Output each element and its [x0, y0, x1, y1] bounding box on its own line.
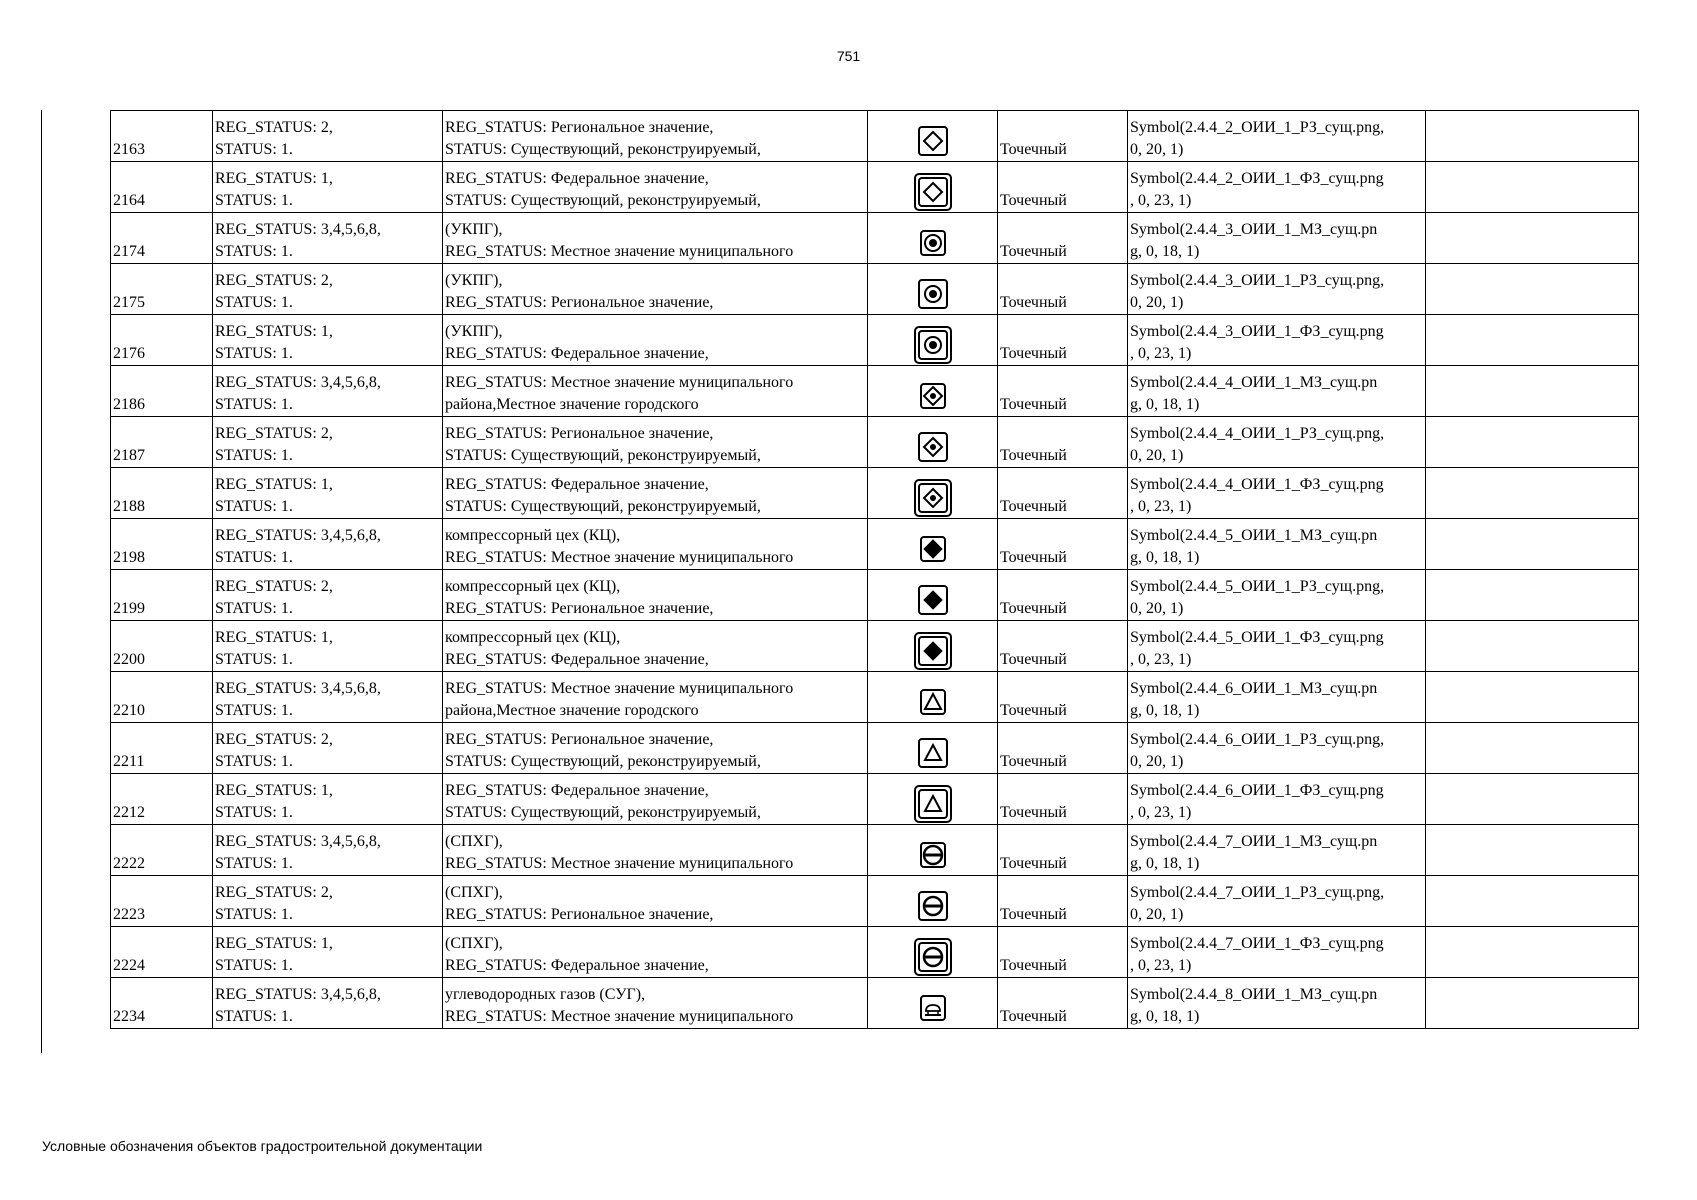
cell-id: 2187: [111, 417, 213, 468]
triangle-symbol-icon: [913, 733, 953, 773]
cell-condition: [213, 366, 443, 417]
diamond-dot-symbol-icon: [913, 376, 953, 416]
function-line-2: , 0, 23, 1): [1130, 498, 1192, 515]
cell-symbol: [868, 774, 998, 825]
cell-id: 2200: [111, 621, 213, 672]
condition-line-1: REG_STATUS: 1,: [215, 476, 333, 493]
cell-id: 2210: [111, 672, 213, 723]
description-line-2: района,Местное значение городского: [445, 702, 699, 719]
description-line-1: углеводородных газов (СУГ),: [445, 986, 646, 1003]
description-line-2: STATUS: Существующий, реконструируемый,: [445, 192, 761, 209]
cell-symbol: [868, 876, 998, 927]
condition-line-1: REG_STATUS: 1,: [215, 170, 333, 187]
cell-condition: [213, 570, 443, 621]
condition-line-2: STATUS: 1.: [215, 957, 293, 974]
cell-symbol-function: [1128, 825, 1426, 876]
function-line-1: Symbol(2.4.4_4_ОИИ_1_РЗ_сущ.png,: [1130, 425, 1385, 442]
gas-tank-symbol-icon: [913, 988, 953, 1028]
cell-condition: [213, 621, 443, 672]
cell-description: [443, 111, 868, 162]
function-line-1: Symbol(2.4.4_4_ОИИ_1_МЗ_сущ.pn: [1130, 374, 1378, 391]
function-line-1: Symbol(2.4.4_7_ОИИ_1_ФЗ_сущ.png: [1130, 935, 1384, 952]
symbol-table: [110, 110, 1639, 1029]
table-row: [111, 570, 1639, 621]
description-line-1: (СПХГ),: [445, 935, 503, 952]
cell-geometry-type: Точечный: [998, 570, 1128, 621]
cell-symbol: [868, 825, 998, 876]
cell-condition: [213, 162, 443, 213]
condition-line-2: STATUS: 1.: [215, 192, 293, 209]
table-row: [111, 111, 1639, 162]
cell-id: 2224: [111, 927, 213, 978]
cell-geometry-type: Точечный: [998, 825, 1128, 876]
description-line-1: REG_STATUS: Региональное значение,: [445, 425, 714, 442]
cell-id: 2176: [111, 315, 213, 366]
cell-id: 2223: [111, 876, 213, 927]
function-line-2: , 0, 23, 1): [1130, 957, 1192, 974]
cell-empty: [1426, 978, 1639, 1029]
function-line-2: , 0, 23, 1): [1130, 804, 1192, 821]
table-row: [111, 825, 1639, 876]
cell-empty: [1426, 774, 1639, 825]
condition-line-1: REG_STATUS: 3,4,5,6,8,: [215, 221, 381, 238]
function-line-1: Symbol(2.4.4_5_ОИИ_1_РЗ_сущ.png,: [1130, 578, 1385, 595]
description-line-1: REG_STATUS: Федеральное значение,: [445, 782, 709, 799]
cell-geometry-type: Точечный: [998, 315, 1128, 366]
cell-description: [443, 366, 868, 417]
function-line-2: g, 0, 18, 1): [1130, 243, 1200, 260]
cell-id: 2211: [111, 723, 213, 774]
description-line-2: REG_STATUS: Местное значение муниципального: [445, 1008, 794, 1025]
description-line-1: компрессорный цех (КЦ),: [445, 527, 621, 544]
function-line-1: Symbol(2.4.4_6_ОИИ_1_РЗ_сущ.png,: [1130, 731, 1385, 748]
cell-description: [443, 315, 868, 366]
description-line-1: REG_STATUS: Местное значение муниципального: [445, 374, 794, 391]
cell-empty: [1426, 621, 1639, 672]
function-line-1: Symbol(2.4.4_7_ОИИ_1_РЗ_сущ.png,: [1130, 884, 1385, 901]
condition-line-1: REG_STATUS: 1,: [215, 629, 333, 646]
cell-symbol-function: [1128, 417, 1426, 468]
cell-symbol-function: [1128, 876, 1426, 927]
function-line-2: 0, 20, 1): [1130, 294, 1184, 311]
cell-empty: [1426, 723, 1639, 774]
cell-symbol: [868, 264, 998, 315]
description-line-1: компрессорный цех (КЦ),: [445, 578, 621, 595]
circle-bar-symbol-icon: [913, 835, 953, 875]
diamond-filled-symbol-icon: [913, 580, 953, 620]
cell-id: 2188: [111, 468, 213, 519]
cell-id: 2174: [111, 213, 213, 264]
cell-empty: [1426, 927, 1639, 978]
description-line-1: REG_STATUS: Федеральное значение,: [445, 476, 709, 493]
table-row: [111, 978, 1639, 1029]
cell-symbol: [868, 162, 998, 213]
cell-empty: [1426, 417, 1639, 468]
cell-description: [443, 723, 868, 774]
description-line-1: (УКПГ),: [445, 221, 503, 238]
function-line-2: 0, 20, 1): [1130, 600, 1184, 617]
description-line-2: STATUS: Существующий, реконструируемый,: [445, 498, 761, 515]
table-body: [111, 111, 1639, 1029]
cell-description: [443, 876, 868, 927]
function-line-1: Symbol(2.4.4_6_ОИИ_1_МЗ_сущ.pn: [1130, 680, 1378, 697]
description-line-1: (УКПГ),: [445, 323, 503, 340]
cell-geometry-type: Точечный: [998, 213, 1128, 264]
condition-line-2: STATUS: 1.: [215, 549, 293, 566]
table-row: [111, 774, 1639, 825]
cell-description: [443, 774, 868, 825]
cell-id: 2234: [111, 978, 213, 1029]
cell-symbol: [868, 468, 998, 519]
cell-symbol-function: [1128, 468, 1426, 519]
function-line-2: , 0, 23, 1): [1130, 651, 1192, 668]
function-line-1: Symbol(2.4.4_3_ОИИ_1_РЗ_сущ.png,: [1130, 272, 1385, 289]
cell-empty: [1426, 825, 1639, 876]
condition-line-2: STATUS: 1.: [215, 702, 293, 719]
table-row: [111, 621, 1639, 672]
table-row: [111, 927, 1639, 978]
function-line-2: g, 0, 18, 1): [1130, 549, 1200, 566]
cell-symbol-function: [1128, 570, 1426, 621]
cell-symbol: [868, 927, 998, 978]
table-row: [111, 672, 1639, 723]
cell-symbol: [868, 672, 998, 723]
description-line-2: района,Местное значение городского: [445, 396, 699, 413]
cell-description: [443, 927, 868, 978]
condition-line-1: REG_STATUS: 3,4,5,6,8,: [215, 527, 381, 544]
condition-line-2: STATUS: 1.: [215, 447, 293, 464]
cell-description: [443, 519, 868, 570]
cell-symbol-function: [1128, 621, 1426, 672]
table-row: [111, 876, 1639, 927]
function-line-2: g, 0, 18, 1): [1130, 855, 1200, 872]
description-line-1: REG_STATUS: Местное значение муниципального: [445, 680, 794, 697]
function-line-1: Symbol(2.4.4_3_ОИИ_1_ФЗ_сущ.png: [1130, 323, 1384, 340]
diamond-dot-symbol-icon: [913, 478, 953, 518]
table-row: [111, 417, 1639, 468]
cell-symbol: [868, 519, 998, 570]
cell-symbol-function: [1128, 315, 1426, 366]
condition-line-1: REG_STATUS: 3,4,5,6,8,: [215, 833, 381, 850]
table-row: [111, 162, 1639, 213]
cell-condition: [213, 315, 443, 366]
table-row: [111, 723, 1639, 774]
cell-id: 2198: [111, 519, 213, 570]
cell-condition: [213, 876, 443, 927]
condition-line-1: REG_STATUS: 2,: [215, 119, 333, 136]
description-line-1: REG_STATUS: Федеральное значение,: [445, 170, 709, 187]
description-line-1: (СПХГ),: [445, 884, 503, 901]
condition-line-1: REG_STATUS: 1,: [215, 782, 333, 799]
cell-empty: [1426, 570, 1639, 621]
cell-empty: [1426, 672, 1639, 723]
condition-line-1: REG_STATUS: 2,: [215, 425, 333, 442]
function-line-1: Symbol(2.4.4_6_ОИИ_1_ФЗ_сущ.png: [1130, 782, 1384, 799]
function-line-2: 0, 20, 1): [1130, 753, 1184, 770]
cell-description: [443, 570, 868, 621]
function-line-1: Symbol(2.4.4_5_ОИИ_1_МЗ_сущ.pn: [1130, 527, 1378, 544]
circle-bar-symbol-icon: [913, 937, 953, 977]
cell-empty: [1426, 111, 1639, 162]
condition-line-1: REG_STATUS: 2,: [215, 578, 333, 595]
condition-line-2: STATUS: 1.: [215, 804, 293, 821]
condition-line-2: STATUS: 1.: [215, 753, 293, 770]
circle-bar-symbol-icon: [913, 886, 953, 926]
cell-empty: [1426, 315, 1639, 366]
cell-empty: [1426, 519, 1639, 570]
cell-symbol-function: [1128, 366, 1426, 417]
cell-symbol: [868, 723, 998, 774]
function-line-1: Symbol(2.4.4_7_ОИИ_1_МЗ_сущ.pn: [1130, 833, 1378, 850]
cell-condition: [213, 825, 443, 876]
cell-condition: [213, 774, 443, 825]
cell-symbol-function: [1128, 519, 1426, 570]
cell-condition: [213, 213, 443, 264]
condition-line-2: STATUS: 1.: [215, 294, 293, 311]
cell-geometry-type: Точечный: [998, 978, 1128, 1029]
cell-condition: [213, 723, 443, 774]
diamond-filled-symbol-icon: [913, 529, 953, 569]
diamond-dot-symbol-icon: [913, 427, 953, 467]
function-line-1: Symbol(2.4.4_8_ОИИ_1_МЗ_сущ.pn: [1130, 986, 1378, 1003]
cell-geometry-type: Точечный: [998, 264, 1128, 315]
function-line-2: , 0, 23, 1): [1130, 192, 1192, 209]
condition-line-1: REG_STATUS: 2,: [215, 272, 333, 289]
cell-condition: [213, 417, 443, 468]
cell-symbol: [868, 978, 998, 1029]
cell-geometry-type: Точечный: [998, 723, 1128, 774]
description-line-1: компрессорный цех (КЦ),: [445, 629, 621, 646]
function-line-2: g, 0, 18, 1): [1130, 702, 1200, 719]
cell-id: 2175: [111, 264, 213, 315]
cell-id: 2163: [111, 111, 213, 162]
function-line-1: Symbol(2.4.4_2_ОИИ_1_ФЗ_сущ.png: [1130, 170, 1384, 187]
cell-id: 2186: [111, 366, 213, 417]
condition-line-2: STATUS: 1.: [215, 600, 293, 617]
cell-id: 2164: [111, 162, 213, 213]
diamond-outline-symbol-icon: [913, 172, 953, 212]
cell-geometry-type: Точечный: [998, 468, 1128, 519]
condition-line-2: STATUS: 1.: [215, 141, 293, 158]
cell-geometry-type: Точечный: [998, 519, 1128, 570]
cell-symbol-function: [1128, 723, 1426, 774]
cell-symbol-function: [1128, 927, 1426, 978]
description-line-2: REG_STATUS: Местное значение муниципального: [445, 243, 794, 260]
cell-symbol: [868, 570, 998, 621]
table-row: [111, 519, 1639, 570]
function-line-1: Symbol(2.4.4_3_ОИИ_1_МЗ_сущ.pn: [1130, 221, 1378, 238]
diamond-filled-symbol-icon: [913, 631, 953, 671]
condition-line-2: STATUS: 1.: [215, 345, 293, 362]
description-line-2: REG_STATUS: Региональное значение,: [445, 600, 714, 617]
cell-condition: [213, 672, 443, 723]
cell-symbol: [868, 417, 998, 468]
description-line-1: (УКПГ),: [445, 272, 503, 289]
circle-dot-symbol-icon: [913, 274, 953, 314]
cell-description: [443, 672, 868, 723]
cell-symbol: [868, 213, 998, 264]
description-line-1: REG_STATUS: Региональное значение,: [445, 119, 714, 136]
cell-description: [443, 825, 868, 876]
condition-line-2: STATUS: 1.: [215, 651, 293, 668]
cell-symbol-function: [1128, 264, 1426, 315]
cell-geometry-type: Точечный: [998, 876, 1128, 927]
function-line-2: 0, 20, 1): [1130, 906, 1184, 923]
description-line-1: (СПХГ),: [445, 833, 503, 850]
cell-geometry-type: Точечный: [998, 774, 1128, 825]
page-number: 751: [836, 48, 861, 64]
condition-line-2: STATUS: 1.: [215, 396, 293, 413]
margin-line: [41, 110, 42, 1053]
cell-description: [443, 417, 868, 468]
function-line-2: 0, 20, 1): [1130, 141, 1184, 158]
table-row: [111, 264, 1639, 315]
table-row: [111, 366, 1639, 417]
description-line-2: STATUS: Существующий, реконструируемый,: [445, 447, 761, 464]
description-line-2: REG_STATUS: Местное значение муниципального: [445, 855, 794, 872]
cell-symbol-function: [1128, 774, 1426, 825]
cell-description: [443, 162, 868, 213]
diamond-outline-symbol-icon: [913, 121, 953, 161]
function-line-1: Symbol(2.4.4_2_ОИИ_1_РЗ_сущ.png,: [1130, 119, 1385, 136]
condition-line-2: STATUS: 1.: [215, 906, 293, 923]
footer-caption: Условные обозначения объектов градостроительной документации: [42, 1138, 483, 1154]
cell-condition: [213, 927, 443, 978]
cell-id: 2222: [111, 825, 213, 876]
cell-condition: [213, 468, 443, 519]
cell-symbol-function: [1128, 213, 1426, 264]
condition-line-1: REG_STATUS: 2,: [215, 731, 333, 748]
function-line-1: Symbol(2.4.4_5_ОИИ_1_ФЗ_сущ.png: [1130, 629, 1384, 646]
cell-empty: [1426, 468, 1639, 519]
triangle-symbol-icon: [913, 784, 953, 824]
cell-empty: [1426, 264, 1639, 315]
table-row: [111, 468, 1639, 519]
description-line-2: REG_STATUS: Федеральное значение,: [445, 651, 709, 668]
cell-symbol-function: [1128, 162, 1426, 213]
function-line-2: g, 0, 18, 1): [1130, 396, 1200, 413]
cell-symbol: [868, 315, 998, 366]
description-line-2: REG_STATUS: Местное значение муниципального: [445, 549, 794, 566]
condition-line-1: REG_STATUS: 2,: [215, 884, 333, 901]
cell-geometry-type: Точечный: [998, 621, 1128, 672]
cell-symbol: [868, 366, 998, 417]
cell-id: 2212: [111, 774, 213, 825]
cell-condition: [213, 519, 443, 570]
cell-geometry-type: Точечный: [998, 366, 1128, 417]
condition-line-2: STATUS: 1.: [215, 855, 293, 872]
cell-geometry-type: Точечный: [998, 927, 1128, 978]
description-line-1: REG_STATUS: Региональное значение,: [445, 731, 714, 748]
condition-line-1: REG_STATUS: 3,4,5,6,8,: [215, 374, 381, 391]
triangle-symbol-icon: [913, 682, 953, 722]
condition-line-2: STATUS: 1.: [215, 498, 293, 515]
function-line-2: , 0, 23, 1): [1130, 345, 1192, 362]
cell-description: [443, 621, 868, 672]
cell-symbol-function: [1128, 978, 1426, 1029]
cell-symbol: [868, 111, 998, 162]
condition-line-1: REG_STATUS: 3,4,5,6,8,: [215, 680, 381, 697]
description-line-2: REG_STATUS: Федеральное значение,: [445, 957, 709, 974]
description-line-2: STATUS: Существующий, реконструируемый,: [445, 141, 761, 158]
description-line-2: STATUS: Существующий, реконструируемый,: [445, 804, 761, 821]
cell-empty: [1426, 876, 1639, 927]
description-line-2: REG_STATUS: Федеральное значение,: [445, 345, 709, 362]
description-line-2: REG_STATUS: Региональное значение,: [445, 906, 714, 923]
condition-line-1: REG_STATUS: 3,4,5,6,8,: [215, 986, 381, 1003]
description-line-2: REG_STATUS: Региональное значение,: [445, 294, 714, 311]
cell-description: [443, 264, 868, 315]
table-row: [111, 213, 1639, 264]
cell-symbol-function: [1128, 672, 1426, 723]
description-line-2: STATUS: Существующий, реконструируемый,: [445, 753, 761, 770]
circle-dot-symbol-icon: [913, 325, 953, 365]
cell-geometry-type: Точечный: [998, 162, 1128, 213]
condition-line-1: REG_STATUS: 1,: [215, 323, 333, 340]
cell-empty: [1426, 213, 1639, 264]
condition-line-2: STATUS: 1.: [215, 1008, 293, 1025]
cell-geometry-type: Точечный: [998, 672, 1128, 723]
condition-line-2: STATUS: 1.: [215, 243, 293, 260]
condition-line-1: REG_STATUS: 1,: [215, 935, 333, 952]
table-row: [111, 315, 1639, 366]
function-line-1: Symbol(2.4.4_4_ОИИ_1_ФЗ_сущ.png: [1130, 476, 1384, 493]
cell-geometry-type: Точечный: [998, 417, 1128, 468]
cell-condition: [213, 111, 443, 162]
cell-description: [443, 978, 868, 1029]
function-line-2: g, 0, 18, 1): [1130, 1008, 1200, 1025]
cell-empty: [1426, 366, 1639, 417]
cell-description: [443, 468, 868, 519]
cell-geometry-type: Точечный: [998, 111, 1128, 162]
cell-id: 2199: [111, 570, 213, 621]
cell-description: [443, 213, 868, 264]
cell-empty: [1426, 162, 1639, 213]
cell-symbol-function: [1128, 111, 1426, 162]
cell-condition: [213, 264, 443, 315]
cell-symbol: [868, 621, 998, 672]
cell-condition: [213, 978, 443, 1029]
circle-dot-symbol-icon: [913, 223, 953, 263]
function-line-2: 0, 20, 1): [1130, 447, 1184, 464]
